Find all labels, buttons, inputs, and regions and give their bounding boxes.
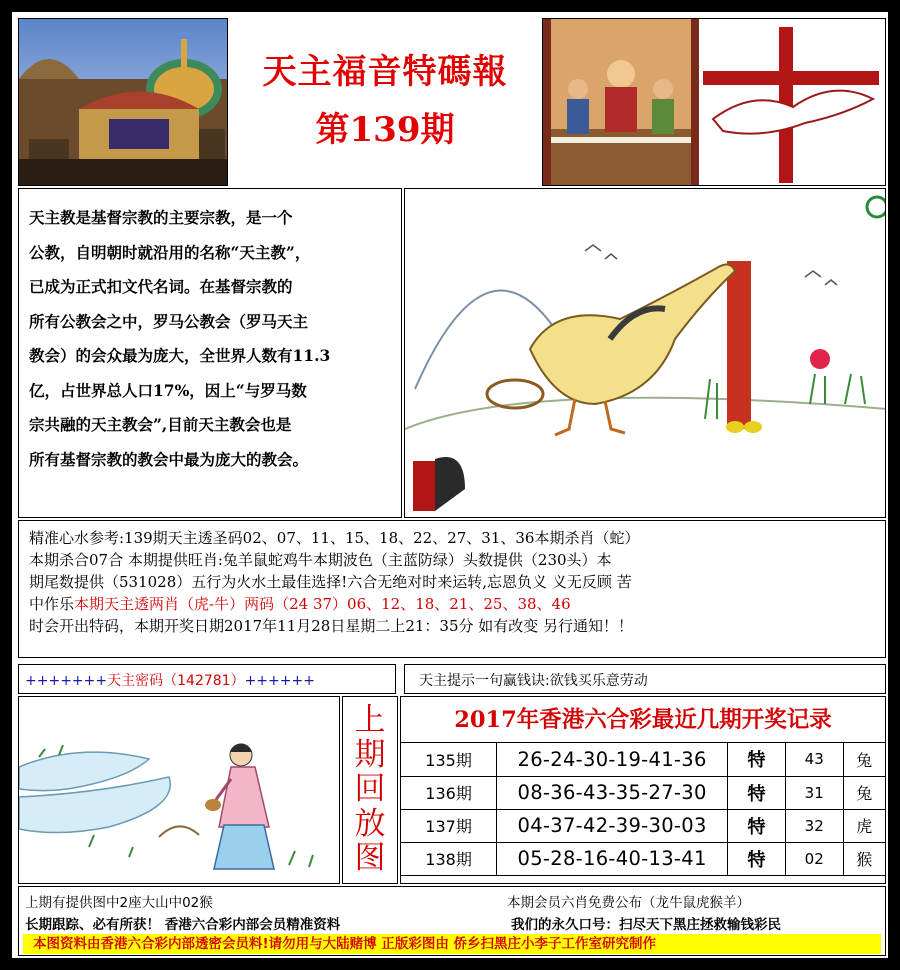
special-number-cell: 02 <box>785 842 843 875</box>
table-row <box>401 809 885 842</box>
issue-cell: 135期 <box>401 743 497 776</box>
footer-disclaimer: 本图资料由香港六合彩内部透密会员料!请勿用与大陆赌博 正版彩图由 侨乡扫黑庄小李子工作室研究制作 <box>23 934 881 954</box>
special-number-cell: 32 <box>785 809 843 842</box>
intro-line: 天主教是基督宗教的主要宗教，是一个 <box>29 208 293 227</box>
table-row <box>401 743 885 776</box>
issue-cell: 136期 <box>401 776 497 809</box>
special-tag-cell: 特 <box>728 776 786 809</box>
intro-line: 教会）的会众最为庞大，全世界人数有11.3 <box>29 346 331 365</box>
intro-line: 亿，占世界总人口17%，因上“与罗马数 <box>29 380 307 400</box>
issue-cell: 138期 <box>401 842 497 875</box>
hint-bar <box>404 664 886 694</box>
zodiac-cell: 兔 <box>843 776 885 809</box>
intro-article <box>18 188 402 518</box>
review-label-char: 上 <box>354 702 386 738</box>
review-label-char: 图 <box>354 840 386 876</box>
goose-cartoon <box>404 188 886 518</box>
intro-line: 宗共融的天主教会”,目前天主教会也是 <box>29 415 292 434</box>
zodiac-cell: 虎 <box>843 809 885 842</box>
review-label-text <box>343 703 397 876</box>
masthead-title: 天主福音特碼報 <box>262 52 508 92</box>
issue-cell: 137期 <box>401 809 497 842</box>
secret-code-bar <box>18 664 396 694</box>
special-number-cell: 43 <box>785 743 843 776</box>
special-number-cell: 31 <box>785 776 843 809</box>
numbers-cell: 26-24-30-19-41-36 <box>497 743 728 776</box>
religious-illustration <box>542 18 886 186</box>
footer-member-zodiacs: 本期会员六肖免费公布（龙牛鼠虎猴羊） <box>507 895 750 911</box>
secret-text: 天主密码（142781） <box>107 673 245 689</box>
intro-line: 所有基督宗教的教会中最为庞大的教会。 <box>29 449 309 469</box>
masthead <box>230 18 540 186</box>
hint-text: 天主提示一句赢钱诀:欲钱买乐意劳动 <box>419 673 648 689</box>
footer-last-issue-note: 上期有提供图中2座大山中02猴 <box>25 895 213 911</box>
table-row <box>401 776 885 809</box>
tips-line: 时会开出特码，本期开奖日期2017年11月28日星期二上21：35分 如有改变 另行通知！！ <box>29 617 634 635</box>
footer-slogan-right: 我们的永久口号：扫尽天下黑庄拯救输钱彩民 <box>511 917 781 933</box>
intro-line: 公教，自明朝时就沿用的名称“天主教”， <box>29 242 311 262</box>
review-label-char: 期 <box>354 736 386 773</box>
draw-records <box>400 696 886 884</box>
secret-prefix: +++++++ <box>25 673 108 689</box>
special-tag-cell: 特 <box>728 743 786 776</box>
intro-line: 已成为正式扣文代名词。在基督宗教的 <box>29 277 293 296</box>
records-title: 2017年香港六合彩最近几期开奖记录 <box>401 697 885 743</box>
zodiac-cell: 猴 <box>843 842 885 875</box>
secret-suffix: ++++++ <box>244 673 315 689</box>
secret-code <box>25 670 315 690</box>
review-label-char: 回 <box>354 771 386 807</box>
tips-line <box>29 593 875 615</box>
special-tag-cell: 特 <box>728 842 786 875</box>
last-issue-review-label <box>342 696 398 884</box>
tips-line: 精准心水参考:139期天主透圣码02、07、11、15、18、22、27、31、36本期杀肖（蛇） <box>29 529 640 547</box>
tips-line: 本期杀合07合 本期提供旺肖:兔羊鼠蛇鸡牛本期波色（主蓝防绿）头数提供（230头）本 <box>29 551 612 569</box>
numbers-cell: 05-28-16-40-13-41 <box>497 842 728 875</box>
special-tag-cell: 特 <box>728 809 786 842</box>
issue-number: 第139期 <box>315 110 455 150</box>
table-row <box>401 842 885 875</box>
tips-highlight: 本期天主透两肖（虎-牛）两码（24 37）06、12、18、21、25、38、46 <box>74 595 571 613</box>
tips-section <box>18 520 886 658</box>
footer-slogan-left: 长期跟踪、必有所获！ 香港六合彩内部会员精准资料 <box>25 917 341 933</box>
tips-line-prefix: 中作乐 <box>29 595 75 613</box>
review-label-char: 放 <box>354 805 386 842</box>
newspaper-sheet <box>10 10 890 960</box>
footer <box>18 886 886 956</box>
records-table <box>401 743 885 876</box>
tips-line: 期尾数提供（531028）五行为火水土最佳选择!六合无绝对时来运转,忘恩负义 义无反顾 苦 <box>29 573 632 591</box>
intro-line: 所有公教会之中，罗马公教会（罗马天主 <box>29 311 309 331</box>
numbers-cell: 04-37-42-39-30-03 <box>497 809 728 842</box>
numbers-cell: 08-36-43-35-27-30 <box>497 776 728 809</box>
cathedral-photo <box>18 18 228 186</box>
zodiac-cell: 兔 <box>843 743 885 776</box>
review-cartoon <box>18 696 340 884</box>
